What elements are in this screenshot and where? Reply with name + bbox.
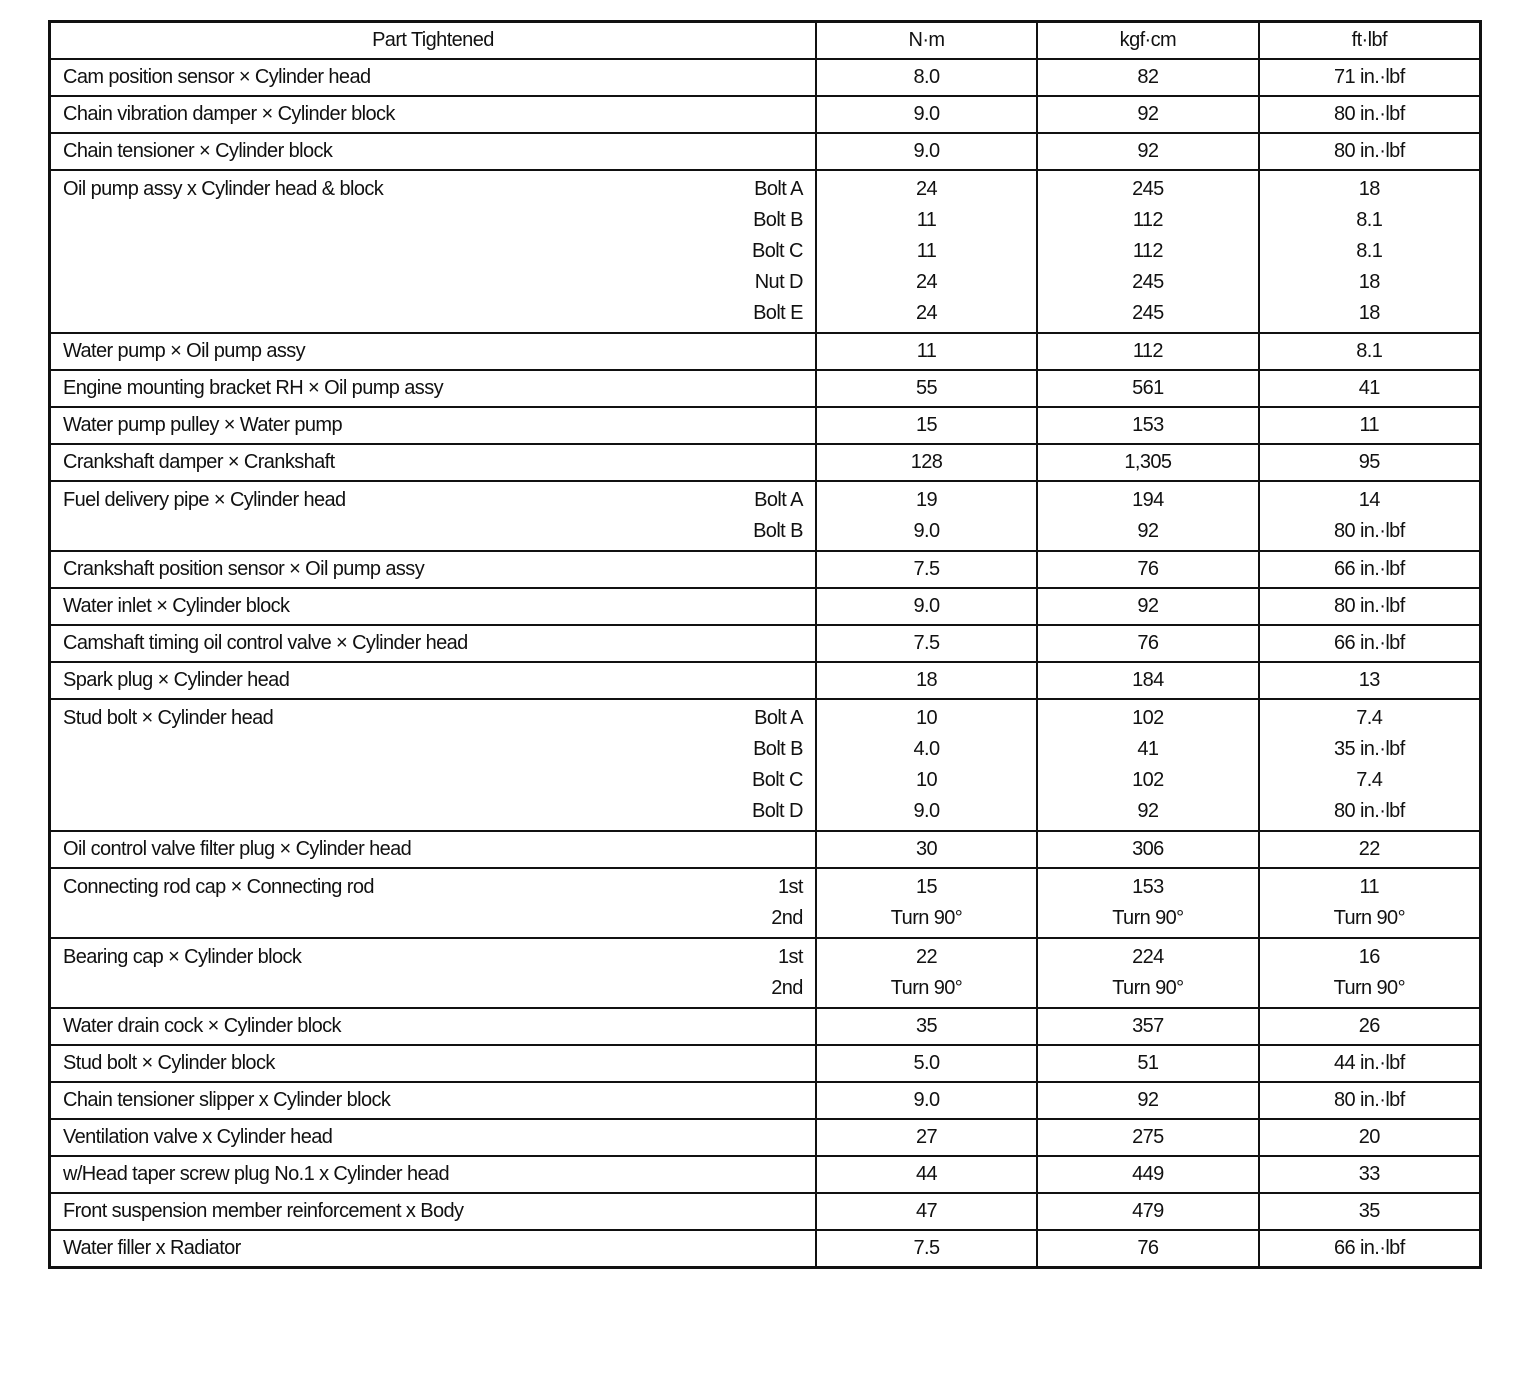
part-cell [50, 625, 816, 662]
value-nm: 24 [915, 178, 938, 200]
part-cell [50, 831, 816, 868]
value-kgf: 102 [1132, 707, 1164, 729]
ft-cell [1259, 662, 1481, 699]
sub-label: Bolt C [751, 769, 803, 791]
table-row [50, 1082, 1481, 1119]
value-ft: 80 in.·lbf [1333, 595, 1405, 617]
value-ft: 13 [1358, 669, 1380, 691]
value-ft: 80 in.·lbf [1333, 140, 1405, 162]
value-ft: 11 [1359, 414, 1380, 436]
part-name: Water filler x Radiator [63, 1237, 241, 1259]
ft-cell [1259, 1082, 1481, 1119]
value-ft: Turn 90° [1333, 907, 1405, 929]
value-ft: 80 in.·lbf [1333, 520, 1405, 542]
part-name: Connecting rod cap × Connecting rod [63, 876, 374, 898]
kgf-cell [1037, 133, 1258, 170]
table-row [50, 625, 1481, 662]
value-kgf: 76 [1137, 632, 1159, 654]
value-nm: 9.0 [913, 520, 940, 542]
value-ft: 22 [1358, 838, 1380, 860]
part-name: Bearing cap × Cylinder block [63, 946, 302, 968]
sub-label: 2nd [771, 907, 803, 929]
value-kgf: 76 [1137, 1237, 1159, 1259]
kgf-cell [1037, 588, 1258, 625]
kgf-cell [1037, 333, 1258, 370]
nm-cell [816, 59, 1037, 96]
value-kgf: 357 [1132, 1015, 1164, 1037]
header-nm: N·m [816, 22, 1037, 60]
table-row [50, 662, 1481, 699]
value-nm: 9.0 [913, 595, 940, 617]
ft-cell [1259, 1156, 1481, 1193]
table-row [50, 133, 1481, 170]
part-cell [50, 868, 816, 938]
value-ft: 80 in.·lbf [1333, 103, 1405, 125]
value-ft: 66 in.·lbf [1333, 558, 1405, 580]
part-cell [50, 1045, 816, 1082]
nm-cell [816, 407, 1037, 444]
value-kgf: 41 [1137, 738, 1159, 760]
value-nm: 22 [915, 946, 938, 968]
value-nm: Turn 90° [890, 977, 963, 999]
ft-cell [1259, 170, 1481, 333]
value-kgf: 194 [1132, 489, 1164, 511]
nm-cell [816, 370, 1037, 407]
value-nm: 30 [915, 838, 938, 860]
kgf-cell [1037, 938, 1258, 1008]
value-kgf: 82 [1137, 66, 1159, 88]
table-row [50, 868, 1481, 938]
value-nm: 24 [915, 302, 938, 324]
nm-cell [816, 1082, 1037, 1119]
kgf-cell [1037, 407, 1258, 444]
kgf-cell [1037, 481, 1258, 551]
value-kgf: 76 [1137, 558, 1159, 580]
part-cell [50, 333, 816, 370]
torque-spec-table [48, 20, 1482, 1269]
kgf-cell [1037, 170, 1258, 333]
part-name: Chain tensioner slipper x Cylinder block [63, 1089, 391, 1111]
value-nm: 9.0 [913, 140, 940, 162]
value-kgf: 112 [1132, 209, 1163, 231]
ft-cell [1259, 625, 1481, 662]
value-ft: 11 [1359, 876, 1380, 898]
sub-label: 1st [777, 946, 803, 968]
part-cell [50, 96, 816, 133]
ft-cell [1259, 588, 1481, 625]
value-nm: 8.0 [913, 66, 940, 88]
part-name: Crankshaft position sensor × Oil pump assy [63, 558, 425, 580]
value-ft: 95 [1358, 451, 1380, 473]
value-kgf: 92 [1137, 1089, 1159, 1111]
kgf-cell [1037, 1230, 1258, 1268]
value-ft: 16 [1358, 946, 1380, 968]
table-row [50, 444, 1481, 481]
value-ft: 18 [1358, 302, 1380, 324]
part-cell [50, 170, 816, 333]
value-ft: 14 [1358, 489, 1380, 511]
sub-label: 2nd [771, 977, 803, 999]
kgf-cell [1037, 1008, 1258, 1045]
value-nm: 10 [915, 769, 938, 791]
header-part-tightened: Part Tightened [50, 22, 816, 60]
sub-label: Bolt B [753, 209, 803, 231]
value-kgf: 153 [1132, 414, 1164, 436]
part-name: Camshaft timing oil control valve × Cylinder head [63, 632, 468, 654]
value-kgf: 561 [1132, 377, 1164, 399]
kgf-cell [1037, 1082, 1258, 1119]
nm-cell [816, 481, 1037, 551]
ft-cell [1259, 370, 1481, 407]
kgf-cell [1037, 444, 1258, 481]
ft-cell [1259, 868, 1481, 938]
value-kgf: 1,305 [1124, 451, 1172, 473]
value-ft: 26 [1358, 1015, 1380, 1037]
part-cell [50, 370, 816, 407]
ft-cell [1259, 699, 1481, 831]
value-nm: 47 [915, 1200, 938, 1222]
part-name: w/Head taper screw plug No.1 x Cylinder head [63, 1163, 450, 1185]
nm-cell [816, 96, 1037, 133]
table-row [50, 96, 1481, 133]
value-nm: 11 [916, 209, 937, 231]
nm-cell [816, 333, 1037, 370]
value-ft: 44 in.·lbf [1333, 1052, 1405, 1074]
ft-cell [1259, 133, 1481, 170]
table-row [50, 1008, 1481, 1045]
sub-label: Bolt E [753, 302, 803, 324]
nm-cell [816, 625, 1037, 662]
kgf-cell [1037, 370, 1258, 407]
value-ft: 71 in.·lbf [1333, 66, 1405, 88]
table-row [50, 1156, 1481, 1193]
value-kgf: 92 [1137, 103, 1159, 125]
nm-cell [816, 662, 1037, 699]
nm-cell [816, 444, 1037, 481]
value-kgf: 184 [1132, 669, 1164, 691]
value-ft: 18 [1358, 178, 1380, 200]
value-kgf: 479 [1132, 1200, 1164, 1222]
part-cell [50, 1156, 816, 1193]
value-kgf: 102 [1132, 769, 1164, 791]
sub-label: Bolt B [753, 738, 803, 760]
value-kgf: 92 [1137, 800, 1159, 822]
value-nm: 27 [915, 1126, 938, 1148]
kgf-cell [1037, 699, 1258, 831]
value-ft: 66 in.·lbf [1333, 1237, 1405, 1259]
value-nm: 9.0 [913, 800, 940, 822]
part-name: Crankshaft damper × Crankshaft [63, 451, 335, 473]
value-kgf: 306 [1132, 838, 1164, 860]
sub-label: Nut D [754, 271, 803, 293]
part-cell [50, 1119, 816, 1156]
value-nm: 7.5 [913, 632, 940, 654]
kgf-cell [1037, 1156, 1258, 1193]
value-kgf: 245 [1132, 271, 1164, 293]
nm-cell [816, 133, 1037, 170]
nm-cell [816, 1193, 1037, 1230]
part-name: Water inlet × Cylinder block [63, 595, 290, 617]
part-name: Oil pump assy x Cylinder head & block [63, 178, 384, 200]
value-nm: 4.0 [913, 738, 940, 760]
value-nm: 15 [915, 876, 938, 898]
value-ft: 7.4 [1356, 769, 1383, 791]
value-kgf: 224 [1132, 946, 1164, 968]
part-cell [50, 1230, 816, 1268]
sub-label: Bolt A [754, 707, 803, 729]
ft-cell [1259, 1193, 1481, 1230]
value-nm: 9.0 [913, 1089, 940, 1111]
table-row [50, 170, 1481, 333]
value-nm: Turn 90° [890, 907, 963, 929]
value-ft: 80 in.·lbf [1333, 1089, 1405, 1111]
value-kgf: 449 [1132, 1163, 1164, 1185]
value-nm: 44 [915, 1163, 938, 1185]
value-nm: 55 [915, 377, 938, 399]
table-row [50, 1193, 1481, 1230]
ft-cell [1259, 96, 1481, 133]
part-cell [50, 481, 816, 551]
kgf-cell [1037, 868, 1258, 938]
value-nm: 11 [916, 340, 937, 362]
kgf-cell [1037, 59, 1258, 96]
table-row [50, 1045, 1481, 1082]
header-ft-lbf: ft·lbf [1259, 22, 1481, 60]
nm-cell [816, 588, 1037, 625]
sub-label: Bolt D [751, 800, 803, 822]
part-cell [50, 662, 816, 699]
value-ft: 8.1 [1356, 240, 1383, 262]
value-ft: 80 in.·lbf [1333, 800, 1405, 822]
value-kgf: 153 [1132, 876, 1164, 898]
value-ft: 8.1 [1356, 209, 1383, 231]
value-nm: 24 [915, 271, 938, 293]
sub-label: Bolt A [754, 489, 803, 511]
value-kgf: 51 [1137, 1052, 1159, 1074]
value-kgf: 275 [1132, 1126, 1164, 1148]
value-ft: 18 [1358, 271, 1380, 293]
ft-cell [1259, 831, 1481, 868]
sub-label: 1st [777, 876, 803, 898]
part-name: Chain vibration damper × Cylinder block [63, 103, 395, 125]
value-ft: 66 in.·lbf [1333, 632, 1405, 654]
nm-cell [816, 831, 1037, 868]
part-name: Water pump pulley × Water pump [63, 414, 342, 436]
value-ft: Turn 90° [1333, 977, 1405, 999]
value-ft: 33 [1358, 1163, 1380, 1185]
part-cell [50, 59, 816, 96]
value-kgf: 112 [1132, 240, 1163, 262]
part-cell [50, 1008, 816, 1045]
value-nm: 7.5 [913, 558, 940, 580]
ft-cell [1259, 333, 1481, 370]
part-cell [50, 444, 816, 481]
nm-cell [816, 699, 1037, 831]
value-kgf: 245 [1132, 178, 1164, 200]
table-header-row [50, 22, 1481, 60]
kgf-cell [1037, 662, 1258, 699]
ft-cell [1259, 551, 1481, 588]
part-cell [50, 551, 816, 588]
kgf-cell [1037, 551, 1258, 588]
ft-cell [1259, 59, 1481, 96]
ft-cell [1259, 1119, 1481, 1156]
part-name: Cam position sensor × Cylinder head [63, 66, 371, 88]
table-row [50, 407, 1481, 444]
nm-cell [816, 1119, 1037, 1156]
nm-cell [816, 1008, 1037, 1045]
part-name: Chain tensioner × Cylinder block [63, 140, 333, 162]
value-nm: 15 [915, 414, 938, 436]
table-row [50, 59, 1481, 96]
value-nm: 128 [910, 451, 943, 473]
part-name: Stud bolt × Cylinder head [63, 707, 274, 729]
ft-cell [1259, 1045, 1481, 1082]
nm-cell [816, 1045, 1037, 1082]
ft-cell [1259, 1230, 1481, 1268]
table-row [50, 699, 1481, 831]
part-name: Engine mounting bracket RH × Oil pump assy [63, 377, 443, 399]
part-cell [50, 1193, 816, 1230]
ft-cell [1259, 444, 1481, 481]
value-nm: 9.0 [913, 103, 940, 125]
part-name: Oil control valve filter plug × Cylinder head [63, 838, 412, 860]
ft-cell [1259, 481, 1481, 551]
value-ft: 35 in.·lbf [1333, 738, 1405, 760]
part-cell [50, 133, 816, 170]
nm-cell [816, 1230, 1037, 1268]
kgf-cell [1037, 1119, 1258, 1156]
value-nm: 5.0 [913, 1052, 940, 1074]
table-row [50, 1230, 1481, 1268]
table-row [50, 831, 1481, 868]
part-name: Water pump × Oil pump assy [63, 340, 306, 362]
table-row [50, 588, 1481, 625]
table-row [50, 481, 1481, 551]
part-cell [50, 588, 816, 625]
part-name: Spark plug × Cylinder head [63, 669, 290, 691]
sub-label: Bolt A [754, 178, 803, 200]
kgf-cell [1037, 1045, 1258, 1082]
value-ft: 20 [1358, 1126, 1380, 1148]
value-nm: 10 [915, 707, 938, 729]
value-nm: 11 [916, 240, 937, 262]
value-nm: 19 [915, 489, 938, 511]
value-kgf: Turn 90° [1112, 907, 1184, 929]
ft-cell [1259, 1008, 1481, 1045]
value-ft: 41 [1358, 377, 1380, 399]
value-kgf: 92 [1137, 140, 1159, 162]
table-row [50, 370, 1481, 407]
value-nm: 35 [915, 1015, 938, 1037]
value-kgf: 92 [1137, 520, 1159, 542]
part-name: Front suspension member reinforcement x Body [63, 1200, 464, 1222]
kgf-cell [1037, 96, 1258, 133]
table-row [50, 938, 1481, 1008]
part-cell [50, 938, 816, 1008]
value-ft: 7.4 [1356, 707, 1383, 729]
ft-cell [1259, 407, 1481, 444]
header-kgf-cm: kgf·cm [1037, 22, 1258, 60]
table-row [50, 333, 1481, 370]
part-name: Ventilation valve x Cylinder head [63, 1126, 333, 1148]
part-name: Water drain cock × Cylinder block [63, 1015, 341, 1037]
nm-cell [816, 938, 1037, 1008]
value-nm: 18 [915, 669, 938, 691]
table-row [50, 1119, 1481, 1156]
ft-cell [1259, 938, 1481, 1008]
nm-cell [816, 170, 1037, 333]
part-cell [50, 407, 816, 444]
value-kgf: 245 [1132, 302, 1164, 324]
nm-cell [816, 868, 1037, 938]
part-name: Stud bolt × Cylinder block [63, 1052, 275, 1074]
value-kgf: Turn 90° [1112, 977, 1184, 999]
nm-cell [816, 551, 1037, 588]
part-cell [50, 1082, 816, 1119]
kgf-cell [1037, 831, 1258, 868]
kgf-cell [1037, 1193, 1258, 1230]
nm-cell [816, 1156, 1037, 1193]
value-ft: 35 [1358, 1200, 1380, 1222]
kgf-cell [1037, 625, 1258, 662]
table-row [50, 551, 1481, 588]
value-nm: 7.5 [913, 1237, 940, 1259]
sub-label: Bolt C [751, 240, 803, 262]
value-kgf: 112 [1132, 340, 1163, 362]
value-kgf: 92 [1137, 595, 1159, 617]
part-name: Fuel delivery pipe × Cylinder head [63, 489, 346, 511]
value-ft: 8.1 [1356, 340, 1383, 362]
sub-label: Bolt B [753, 520, 803, 542]
part-cell [50, 699, 816, 831]
